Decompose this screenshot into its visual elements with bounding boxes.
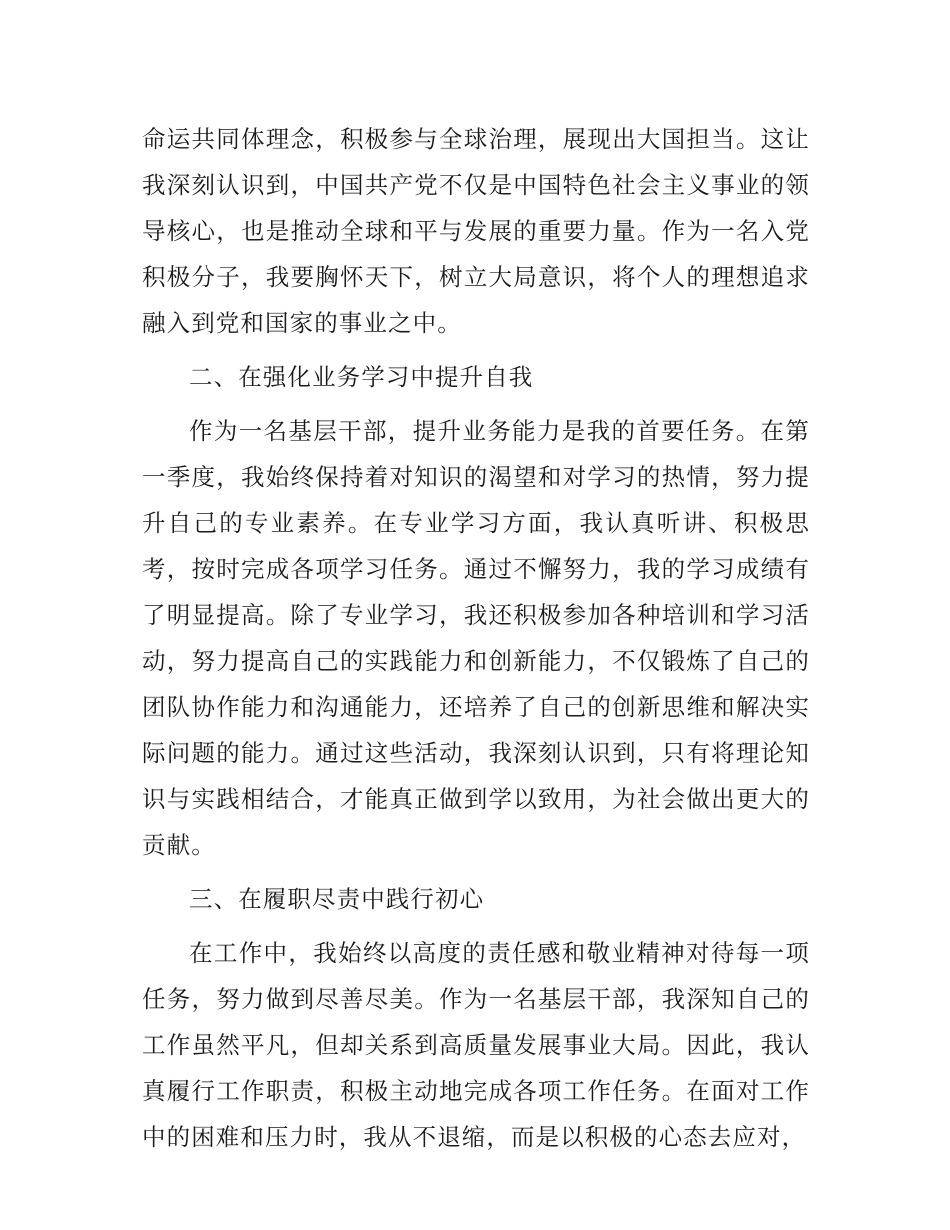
paragraph-business-study: 作为一名基层干部，提升业务能力是我的首要任务。在第一季度，我始终保持着对知识的渴望和对学习的热情，努力提升自己的专业素养。在专业学习方面，我认真听讲、积极思考，按时完成各项学习任务。通过不懈努力，我的学习成绩有了明显提高。除了专业学习，我还积极参加各种培训和学习活动，努力提高自己的实践能力和创新能力，不仅锻炼了自己的团队协作能力和沟通能力，还培养了自己的创新思维和解决实际问题的能力。通过这些活动，我深刻认识到，只有将理论知识与实践相结合，才能真正做到学以致用，为社会做出更大的贡献。 bbox=[142, 417, 810, 859]
paragraph-spacer bbox=[142, 400, 810, 408]
paragraph-spacer bbox=[142, 346, 810, 354]
section-heading-3: 三、在履职尽责中践行初心 bbox=[189, 885, 485, 913]
paragraph-continuation: 命运共同体理念，积极参与全球治理，展现出大国担当。这让我深刻认识到，中国共产党不仅是中国特色社会主义事业的领导核心，也是推动全球和平与发展的重要力量。作为一名入党积极分子，我要胸怀天下，树立大局意识，将个人的理想追求融入到党和国家的事业之中。 bbox=[142, 125, 810, 337]
paragraph-duty-fulfillment: 在工作中，我始终以高度的责任感和敬业精神对待每一项任务，努力做到尽善尽美。作为一名基层干部，我深知自己的工作虽然平凡，但却关系到高质量发展事业大局。因此，我认真履行工作职责，积极主动地完成各项工作任务。在面对工作中的困难和压力时，我从不退缩，而是以积极的心态去应对， bbox=[142, 939, 810, 1151]
paragraph-spacer bbox=[142, 922, 810, 930]
paragraph-spacer bbox=[142, 868, 810, 876]
section-heading-2: 二、在强化业务学习中提升自我 bbox=[189, 363, 534, 391]
document-page bbox=[142, 116, 810, 1160]
